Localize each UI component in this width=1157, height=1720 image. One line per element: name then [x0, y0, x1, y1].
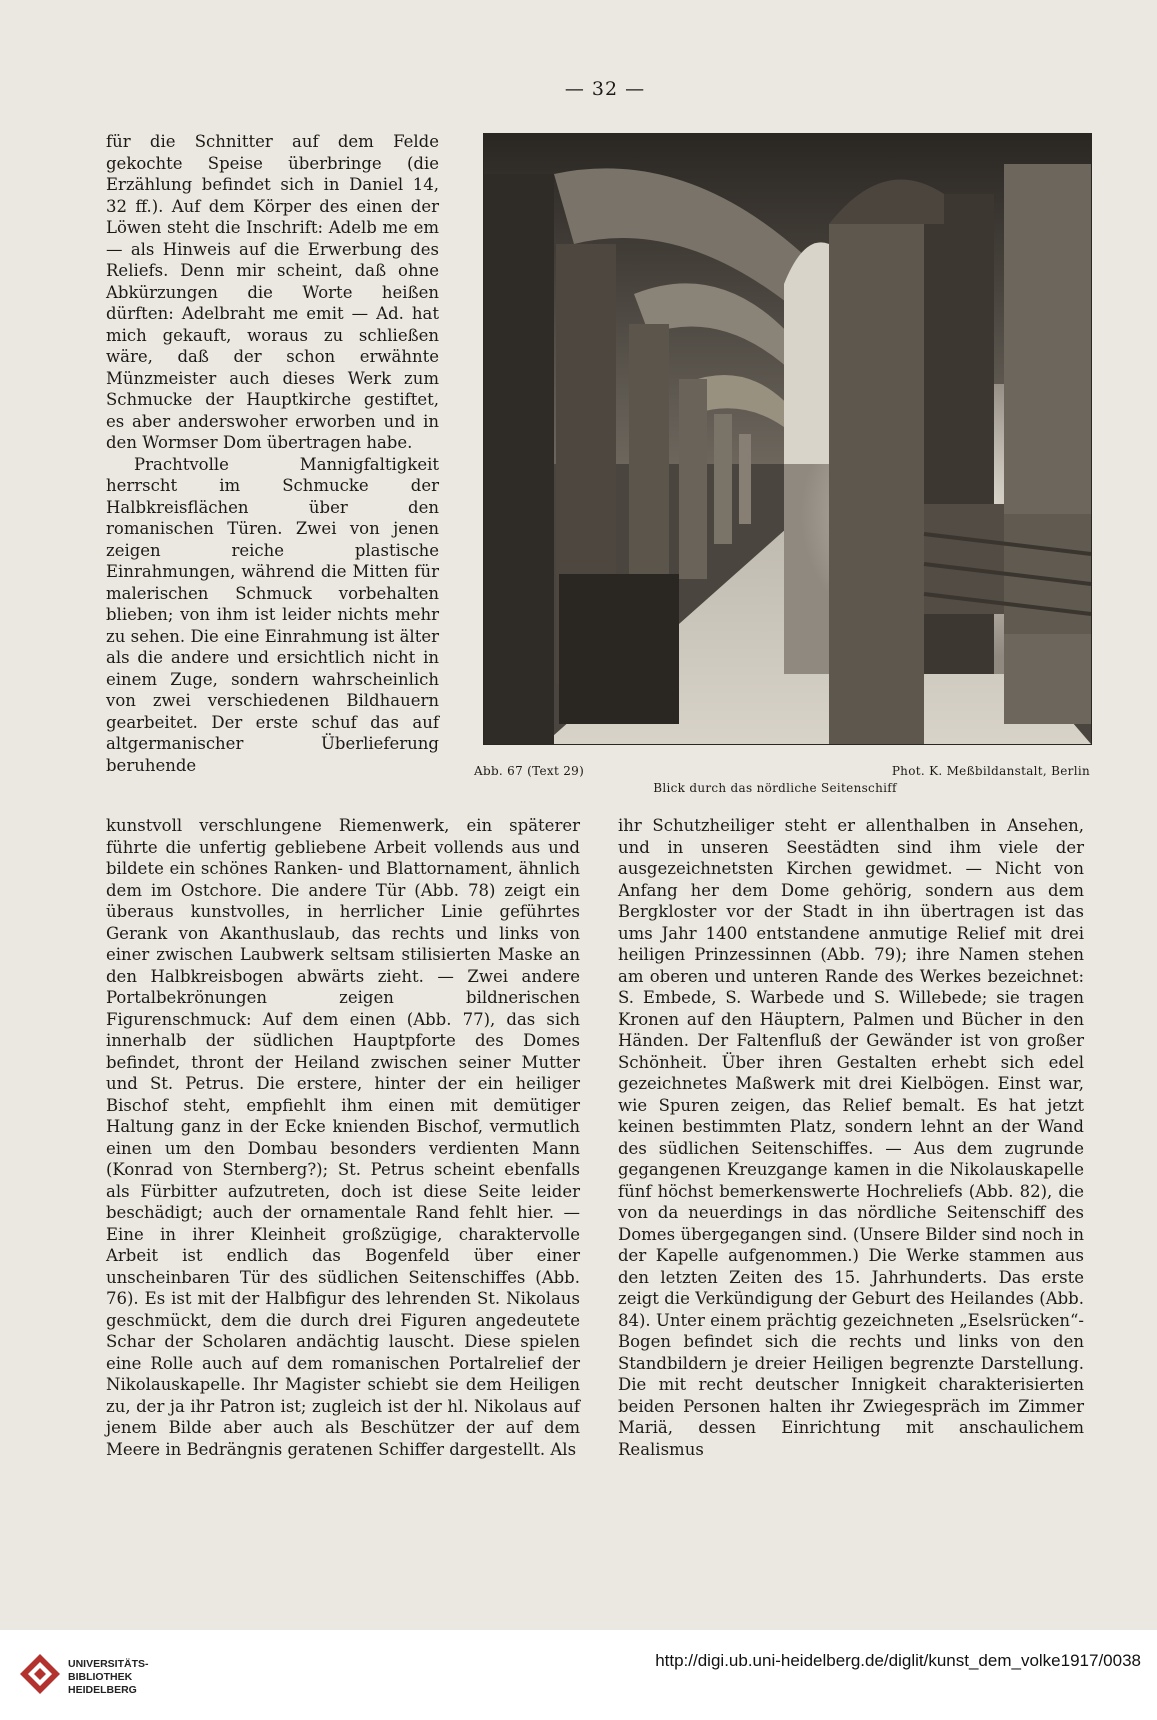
library-name-line: UNIVERSITÄTS-	[68, 1658, 149, 1670]
library-name-line: BIBLIOTHEK	[68, 1671, 133, 1683]
figure-title-caption: Blick durch das nördliche Seitenschiff	[653, 781, 897, 795]
upper-text-column	[106, 131, 439, 776]
university-library-logo-icon	[18, 1652, 62, 1696]
photo-credit-caption: Phot. K. Meßbildanstalt, Berlin	[891, 764, 1090, 778]
paragraph: für die Schnitter auf dem Felde gekochte Speise überbringe (die Erzählung befindet sich in Daniel 14, 32 ff.). Auf dem Körper des einen der Löwen steht die Inschrift: Adelb me em — als Hinweis auf die Erwerbung des Reliefs. Denn mir scheint, daß ohne Abkürzungen die Worte heißen dürften: Adelbraht me emit — Ad. hat mich gekauft, woraus zu schließen wäre, daß der schon erwähnte Münzmeister auch dieses Werk zum Schmucke der Hauptkirche gestiftet, es aber anderswoher erworben und in den Wormser Dom übertragen habe.	[106, 132, 439, 452]
paragraph: ihr Schutzheiliger steht er allenthalben in Ansehen, und in unseren Seestädten sind ihm viele der ausgezeichnetsten Kirchen gewidmet. — Nicht von Anfang her dem Dome gehörig, sondern aus dem Bergkloster vor der Stadt in ihn übertragen ist das ums Jahr 1400 entstandene anmutige Relief mit drei heiligen Prinzessinnen (Abb. 79); ihre Namen stehen am oberen und unteren Rande des Werkes bezeichnet: S. Embede, S. Warbede und S. Willebede; sie tragen Kronen auf den Häuptern, Palmen und Bücher in den Händen. Der Faltenfluß der Gewänder ist von großer Schönheit. Über ihren Gestalten erhebt sich edel gezeichnetes Maßwerk mit drei Kielbögen. Einst war, wie Spuren zeigen, das Relief bemalt. Es hat jetzt keinen bestimmten Platz, sondern lehnt an der Wand des südlichen Seitenschiffes. — Aus dem zugrunde gegangenen Kreuzgange kamen in die Nikolauskapelle fünf höchst bemerkenswerte Hochreliefs (Abb. 82), die von da neuerdings in das nördliche Seitenschiff des Domes übergegangen sind. (Unsere Bilder sind noch in der Kapelle aufgenommen.) Die Werke stammen aus den letzten Zeiten des 15. Jahrhunderts. Das erste zeigt die Verkündigung der Geburt des Heilandes (Abb. 84). Unter einem prächtig gezeichneten „Eselsrücken“-Bogen befindet sich die rechts und links von den Standbildern je dreier Heiligen begrenzte Darstellung. Die mit recht deutscher Innigkeit charakterisierten beiden Personen halten ihr Zwiegespräch im Zimmer Mariä, dessen Einrichtung mit anschaulichem Realismus	[618, 816, 1084, 1459]
library-name	[68, 1658, 149, 1697]
figure-number-caption: Abb. 67 (Text 29)	[474, 764, 585, 778]
left-text-column	[106, 815, 580, 1460]
library-name-line: HEIDELBERG	[68, 1684, 137, 1696]
right-text-column	[618, 815, 1084, 1460]
church-interior-photo	[483, 133, 1092, 745]
source-url-link[interactable]: http://digi.ub.uni-heidelberg.de/diglit/kunst_dem_volke1917/0038	[655, 1651, 1141, 1670]
paragraph: kunstvoll verschlungene Riemenwerk, ein späterer führte die unfertig gebliebene Arbeit vollends aus und bildete ein schönes Ranken- und Blattornament, ähnlich dem im Ostchore. Die andere Tür (Abb. 78) zeigt ein überaus kunstvolles, in herrlicher Linie geführtes Gerank von Akanthuslaub, das rechts und links von einer zwischen Laubwerk seltsam stilisierten Maske an den Halbkreisbogen abwärts zieht. — Zwei andere Portalbekrönungen zeigen bildnerischen Figurenschmuck: Auf dem einen (Abb. 77), das sich innerhalb der südlichen Hauptpforte des Domes befindet, thront der Heiland zwischen seiner Mutter und St. Petrus. Die erstere, hinter der ein heiliger Bischof steht, empfiehlt ihm einen mit demütiger Haltung ganz in der Ecke knienden Bischof, vermutlich einen um den Dombau besonders verdienten Mann (Konrad von Sternberg?); St. Petrus scheint ebenfalls als Fürbitter aufzutreten, doch ist diese Seite leider beschädigt; auch der ornamentale Rand fehlt hier. — Eine in ihrer Kleinheit großzügige, charaktervolle Arbeit ist endlich das Bogenfeld über einer unscheinbaren Tür des südlichen Seitenschiffes (Abb. 76). Es ist mit der Halbfigur des lehrenden St. Nikolaus geschmückt, dem die durch drei Figuren angedeutete Schar der Scholaren andächtig lauscht. Diese spielen eine Rolle auch auf dem romanischen Portalrelief der Nikolauskapelle. Ihr Magister schiebt sie dem Heiligen zu, der ja ihr Patron ist; zugleich ist der hl. Nikolaus auf jenem Bilde aber auch als Beschützer der auf dem Meere in Bedrängnis geratenen Schiffer dargestellt. Als	[106, 816, 580, 1459]
digitization-footer	[0, 1630, 1157, 1720]
paragraph: Prachtvolle Mannigfaltigkeit herrscht im Schmucke der Halbkreisflächen über den romanischen Türen. Zwei von jenen zeigen reiche plastische Einrahmungen, während die Mitten für malerischen Schmuck vorbehalten blieben; von ihm ist leider nichts mehr zu sehen. Die eine Einrahmung ist älter als die andere und ersichtlich nicht in einem Zuge, sondern wahrscheinlich von zwei verschiedenen Bildhauern gearbeitet. Der erste schuf das auf altgermanischer Überlieferung beruhende	[106, 454, 439, 775]
page-number: — 32 —	[564, 78, 646, 100]
